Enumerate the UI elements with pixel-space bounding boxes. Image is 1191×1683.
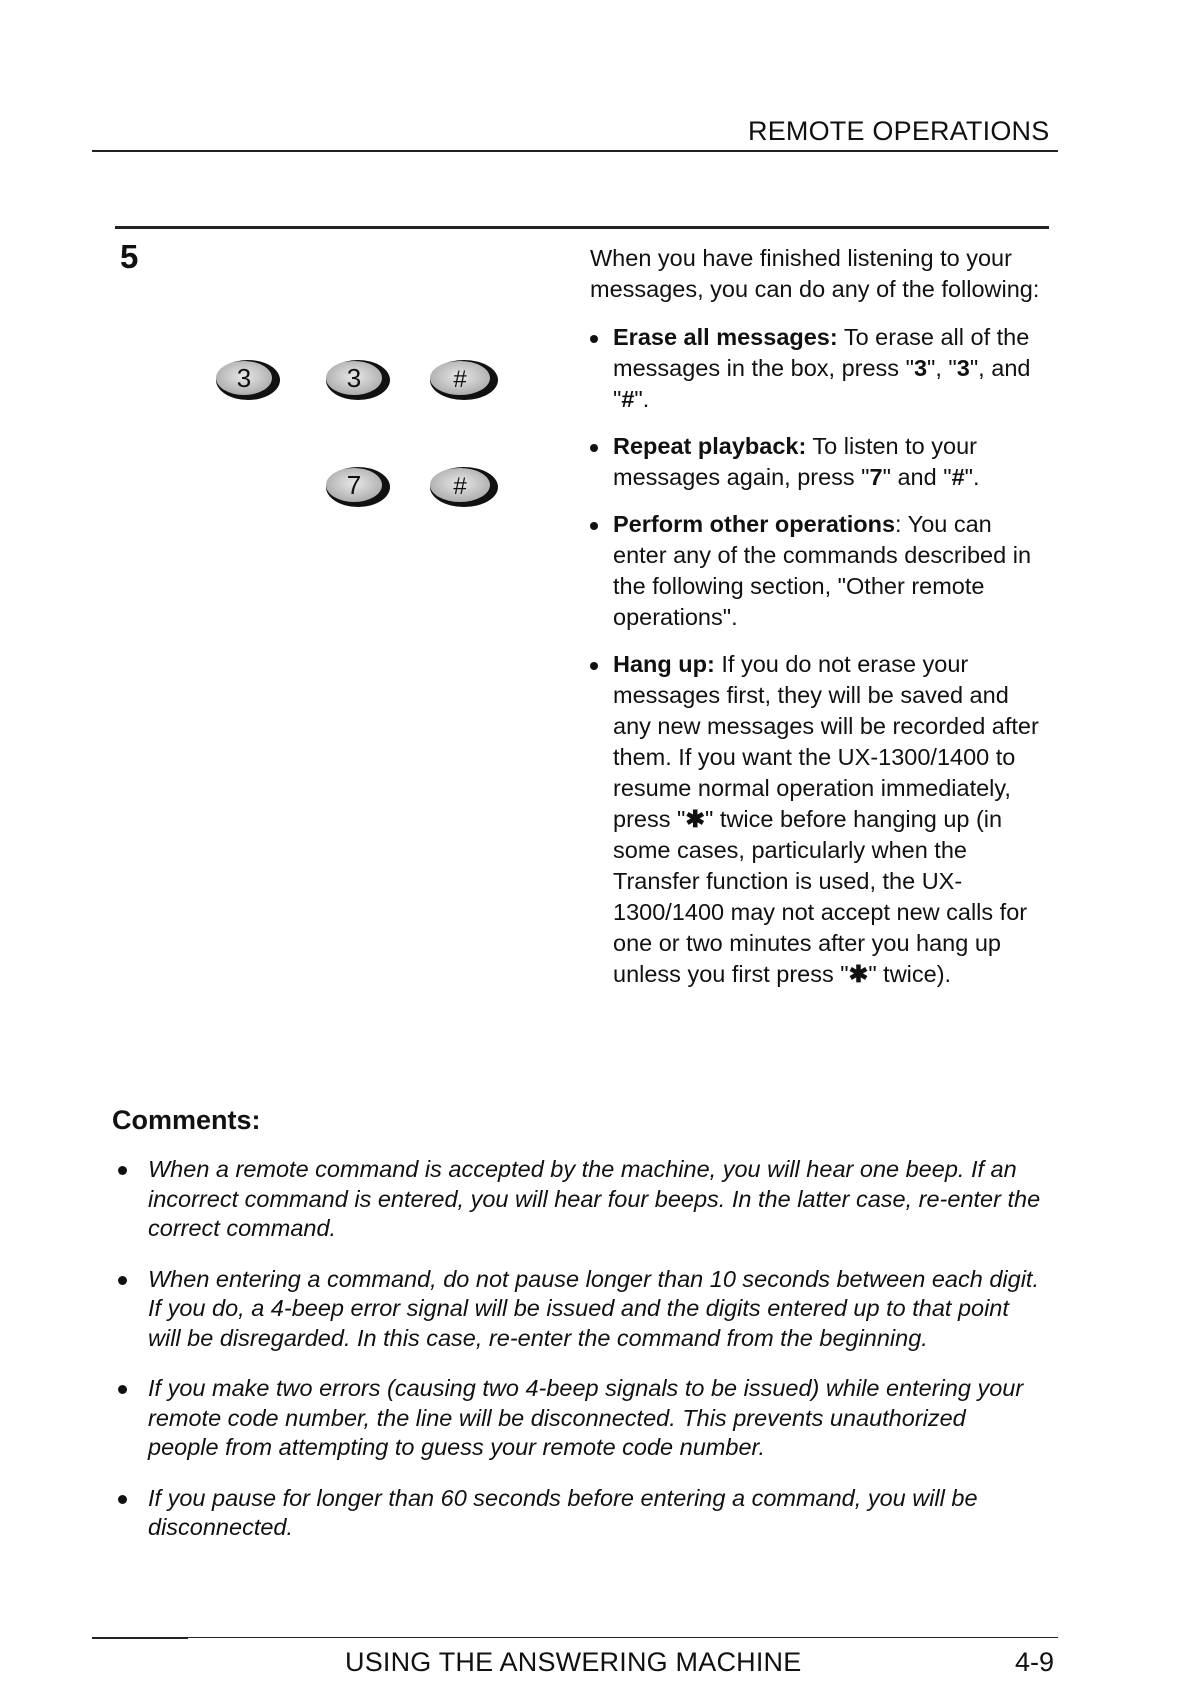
option-term: Hang up: — [613, 651, 715, 677]
option-list — [590, 322, 1050, 990]
option-text: If you do not erase your messages first, they will be saved and any new messages will be recorded after them. If you want the UX-1300/1400 to resume normal operation immediately, press " — [613, 651, 1039, 832]
comments-heading: Comments: — [112, 1105, 261, 1135]
option-hang-up — [590, 649, 1050, 990]
page-header-title: REMOTE OPERATIONS — [748, 116, 1050, 146]
key-label: # — [453, 366, 467, 393]
option-text: ". — [634, 386, 650, 412]
key-ref: 3 — [913, 355, 928, 381]
step-instructions — [590, 243, 1050, 1006]
comment-item: When entering a command, do not pause longer than 10 seconds between each digit. If you do, a 4-beep error signal will be issued and the digits entered up to that point will be disregarded. In this case, re-enter the command from the beginning. — [112, 1265, 1042, 1354]
comments-section — [112, 1155, 1042, 1564]
key-ref: 3 — [956, 355, 970, 381]
key-label: 7 — [346, 470, 362, 500]
step-number: 5 — [120, 238, 139, 275]
key-ref: # — [621, 386, 635, 412]
comment-item: If you pause for longer than 60 seconds before entering a command, you will be disconnected. — [112, 1484, 1042, 1543]
key-3-icon — [326, 360, 390, 400]
key-ref: 7 — [869, 464, 883, 490]
comment-item: If you make two errors (causing two 4-beep signals to be issued) while entering your remote code number, the line will be disconnected. This prevents unauthorized people from attempting to guess your remote code number. — [112, 1374, 1042, 1463]
option-text: ". — [964, 464, 980, 490]
header-rule — [92, 150, 1058, 152]
option-term: Repeat playback: — [613, 433, 807, 459]
option-other-operations — [590, 509, 1050, 633]
star-key-icon: ✱ — [685, 806, 706, 832]
footer-rule-thin — [188, 1637, 1058, 1638]
option-text: " and " — [882, 464, 952, 490]
option-text: " twice before hanging up (in some cases, particularly when the Transfer function is used, the UX-1300/1400 may not accept new calls for one or two minutes after you hang up unless you first press " — [613, 806, 1028, 987]
option-text: : You can enter any of the commands described in the following section, "Other remote operations". — [613, 511, 1032, 630]
footer-rule — [92, 1637, 188, 1639]
step-intro: When you have finished listening to your messages, you can do any of the following: — [590, 245, 1040, 302]
key-ref: # — [951, 464, 965, 490]
option-text: " twice). — [868, 961, 952, 987]
key-3-icon — [216, 360, 280, 400]
star-key-icon: ✱ — [848, 961, 869, 987]
step-rule — [115, 226, 1049, 229]
keypad-illustration — [200, 355, 520, 515]
option-text: ", and " — [613, 355, 1031, 412]
option-repeat-playback — [590, 431, 1050, 493]
option-text: To listen to your messages again, press " — [613, 433, 977, 490]
key-label: # — [453, 473, 467, 500]
option-term: Erase all messages: — [613, 324, 838, 350]
option-text: ", " — [927, 355, 957, 381]
option-erase-all — [590, 322, 1050, 415]
key-label: 3 — [346, 363, 362, 393]
key-7-icon — [326, 467, 390, 507]
key-hash-icon — [430, 360, 498, 400]
footer-section-title: USING THE ANSWERING MACHINE — [345, 1647, 802, 1677]
option-text: To erase all of the messages in the box, press " — [613, 324, 1030, 381]
option-term: Perform other operations — [613, 511, 896, 537]
key-hash-icon — [430, 467, 498, 507]
comment-item: When a remote command is accepted by the machine, you will hear one beep. If an incorrect command is entered, you will hear four beeps. In the latter case, re-enter the correct command. — [112, 1155, 1042, 1244]
comments-list — [112, 1155, 1042, 1543]
page-number: 4-9 — [1015, 1647, 1055, 1677]
key-label: 3 — [236, 363, 252, 393]
